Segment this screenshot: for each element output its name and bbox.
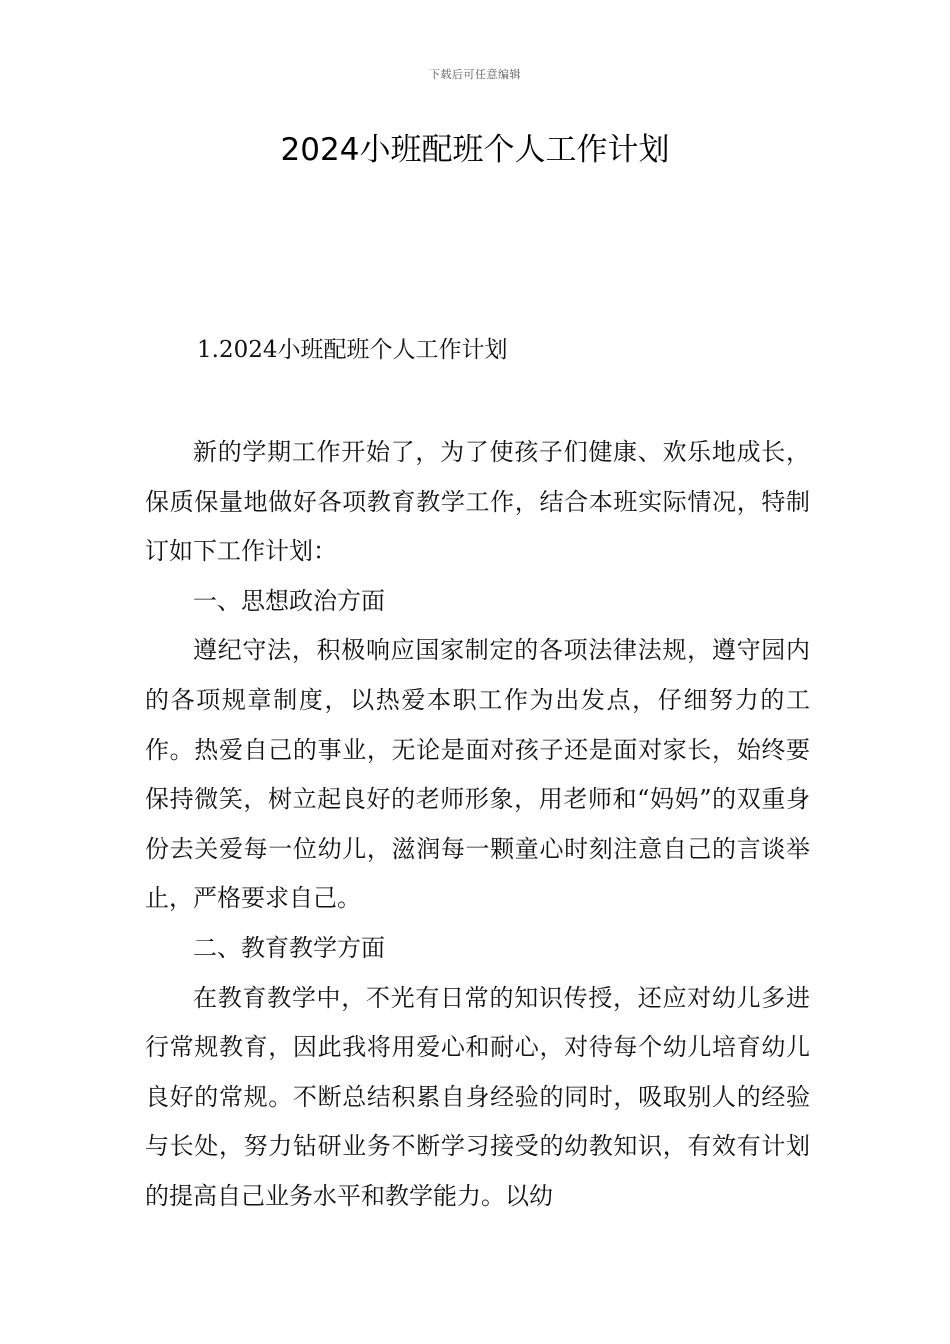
ideology-paragraph: 遵纪守法，积极响应国家制定的各项法律法规，遵守园内的各项规章制度，以热爱本职工作为出发点，仔细努力的工作。热爱自己的事业，无论是面对孩子还是面对家长，始终要保持微笑，树立起良好的老师形象，用老师和“妈妈”的双重身份去关爱每一位幼儿，滋润每一颗童心时刻注意自己的言谈举止，严格要求自己。 — [145, 636, 810, 913]
document-body — [145, 428, 810, 1222]
section-heading: 1.2024小班配班个人工作计划 — [197, 337, 508, 363]
heading-ideology-politics: 一、思想政治方面 — [193, 586, 385, 615]
document-title: 2024小班配班个人工作计划 — [280, 132, 670, 168]
header-watermark: 下载后可任意编辑 — [429, 68, 521, 81]
intro-paragraph: 新的学期工作开始了，为了使孩子们健康、欢乐地成长，保质保量地做好各项教育教学工作，结合本班实际情况，特制订如下工作计划： — [145, 438, 810, 566]
education-paragraph: 在教育教学中，不光有日常的知识传授，还应对幼儿多进行常规教育，因此我将用爱心和耐心，对待每个幼儿培育幼儿良好的常规。不断总结积累自身经验的同时，吸取别人的经验与长处，努力钻研业务不断学习接受的幼教知识，有效有计划的提高自己业务水平和教学能力。以幼 — [145, 983, 810, 1210]
heading-education-teaching: 二、教育教学方面 — [193, 933, 385, 962]
